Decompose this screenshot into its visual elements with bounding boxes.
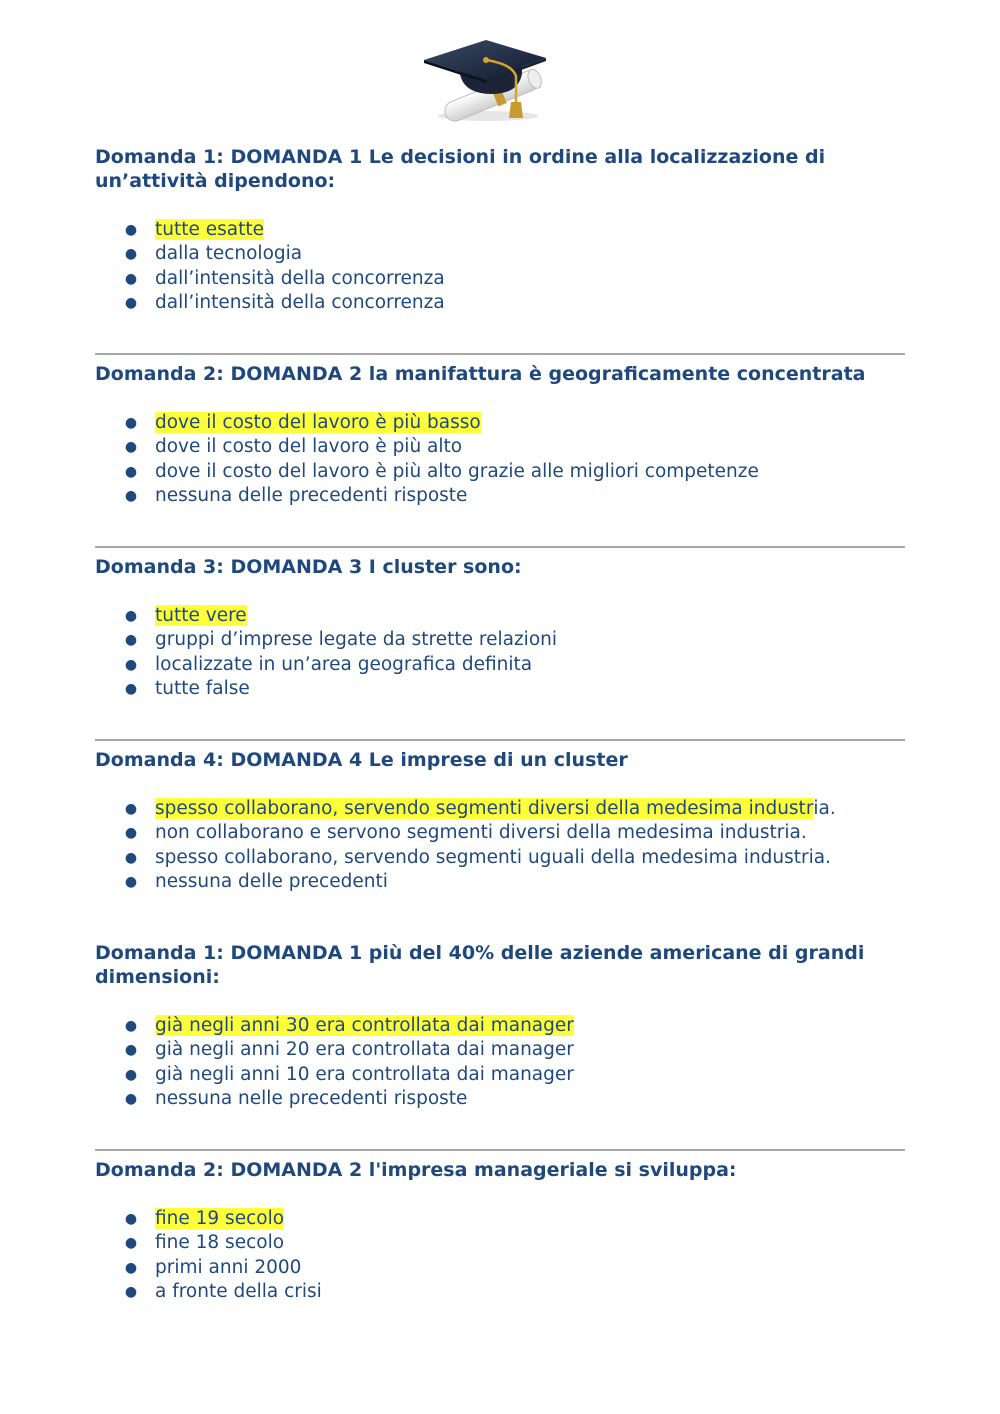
answer-option: [95, 1256, 905, 1280]
answer-text: nessuna delle precedenti risposte: [155, 484, 468, 506]
answer-text: fine 18 secolo: [155, 1232, 285, 1254]
graduation-cap-icon: [420, 36, 550, 124]
bullet-icon: ●: [124, 608, 138, 624]
answer-list: [95, 797, 905, 894]
answer-text: a fronte della crisi: [155, 1280, 322, 1302]
bullet-icon: ●: [124, 849, 138, 866]
answer-list: [95, 1207, 905, 1304]
answer-text: localizzate in un’area geografica definita: [155, 653, 533, 675]
answer-option: [95, 435, 905, 459]
answer-option: [95, 1014, 905, 1038]
question-title: Domanda 3: DOMANDA 3 I cluster sono:: [95, 556, 522, 578]
answer-text: già negli anni 10 era controllata dai manager: [155, 1063, 574, 1085]
answer-text: non collaborano e servono segmenti diversi della medesima industria.: [155, 822, 807, 844]
answer-option: [95, 653, 905, 677]
answer-option: [95, 628, 905, 652]
answer-option: [95, 821, 905, 845]
bullet-icon: ●: [124, 656, 138, 673]
answer-option: [95, 1063, 905, 1087]
bullet-icon: ●: [124, 246, 138, 263]
question-block: [95, 555, 905, 701]
question-block: [95, 145, 905, 315]
answer-option: [95, 1231, 905, 1255]
separator-line: [95, 353, 905, 355]
highlighted-answer-text: tutte esatte: [155, 219, 264, 240]
bullet-icon: ●: [124, 1090, 138, 1107]
bullet-icon: ●: [124, 1211, 138, 1227]
answer-text: dall’intensità della concorrenza: [155, 291, 445, 313]
bullet-icon: ●: [124, 1042, 138, 1059]
bullet-icon: ●: [124, 294, 138, 311]
bullet-icon: ●: [124, 873, 138, 890]
question-block: [95, 941, 905, 1111]
question-block: [95, 1158, 905, 1304]
highlighted-answer-text: fine 19 secolo: [155, 1208, 285, 1229]
bullet-icon: ●: [124, 1235, 138, 1252]
answer-text: nessuna delle precedenti: [155, 870, 388, 892]
bullet-icon: ●: [124, 463, 138, 480]
bullet-icon: ●: [124, 801, 138, 817]
answer-option: [95, 267, 905, 291]
answer-text: gruppi d’imprese legate da strette relazioni: [155, 629, 558, 651]
bullet-icon: ●: [124, 1283, 138, 1300]
answer-text: ia.: [813, 798, 836, 819]
answer-option: [95, 218, 905, 242]
highlighted-answer-text: dove il costo del lavoro è più basso: [155, 412, 481, 433]
question-title: Domanda 1: DOMANDA 1 Le decisioni in ordine alla localizzazione di un’attività dipendono:: [95, 146, 826, 192]
bullet-icon: ●: [124, 1259, 138, 1276]
answer-list: [95, 411, 905, 508]
answer-text: già negli anni 20 era controllata dai manager: [155, 1039, 574, 1061]
bullet-icon: ●: [124, 270, 138, 287]
question-block: [95, 748, 905, 894]
answer-option: [95, 460, 905, 484]
answer-option: [95, 797, 905, 821]
answer-option: [95, 1087, 905, 1111]
answer-text: dalla tecnologia: [155, 243, 303, 265]
bullet-icon: ●: [124, 1018, 138, 1034]
separator-line: [95, 546, 905, 548]
question-title: Domanda 1: DOMANDA 1 più del 40% delle aziende americane di grandi dimensioni:: [95, 942, 865, 988]
highlighted-answer-text: già negli anni 30 era controllata dai manager: [155, 1015, 574, 1036]
bullet-icon: ●: [124, 1066, 138, 1083]
answer-text: dall’intensità della concorrenza: [155, 267, 445, 289]
answer-text: primi anni 2000: [155, 1256, 302, 1278]
answer-text: spesso collaborano, servendo segmenti uguali della medesima industria.: [155, 846, 831, 868]
bullet-icon: ●: [124, 632, 138, 649]
answer-list: [95, 604, 905, 701]
question-block: [95, 362, 905, 508]
answer-option: [95, 677, 905, 701]
answer-list: [95, 218, 905, 315]
answer-text: nessuna nelle precedenti risposte: [155, 1087, 468, 1109]
answer-text: tutte false: [155, 677, 250, 699]
answer-option: [95, 291, 905, 315]
answer-option: [95, 1207, 905, 1231]
answer-option: [95, 870, 905, 894]
bullet-icon: ●: [124, 222, 138, 238]
bullet-icon: ●: [124, 680, 138, 697]
answer-option: [95, 1280, 905, 1304]
answer-option: [95, 1038, 905, 1062]
question-title: Domanda 2: DOMANDA 2 la manifattura è geograficamente concentrata: [95, 363, 866, 385]
answer-text: dove il costo del lavoro è più alto: [155, 436, 463, 458]
bullet-icon: ●: [124, 825, 138, 842]
separator-line: [95, 1149, 905, 1151]
answer-option: [95, 411, 905, 435]
answer-option: [95, 604, 905, 628]
bullet-icon: ●: [124, 487, 138, 504]
answer-option: [95, 484, 905, 508]
answer-text: dove il costo del lavoro è più alto grazie alle migliori competenze: [155, 460, 759, 482]
highlighted-answer-text: spesso collaborano, servendo segmenti diversi della medesima industr: [155, 798, 814, 819]
question-title: Domanda 4: DOMANDA 4 Le imprese di un cluster: [95, 749, 628, 771]
separator-line: [95, 739, 905, 741]
question-title: Domanda 2: DOMANDA 2 l'impresa manageriale si sviluppa:: [95, 1159, 737, 1181]
answer-option: [95, 846, 905, 870]
answer-list: [95, 1014, 905, 1111]
bullet-icon: ●: [124, 415, 138, 431]
answer-option: [95, 242, 905, 266]
highlighted-answer-text: tutte vere: [155, 605, 247, 626]
bullet-icon: ●: [124, 439, 138, 456]
